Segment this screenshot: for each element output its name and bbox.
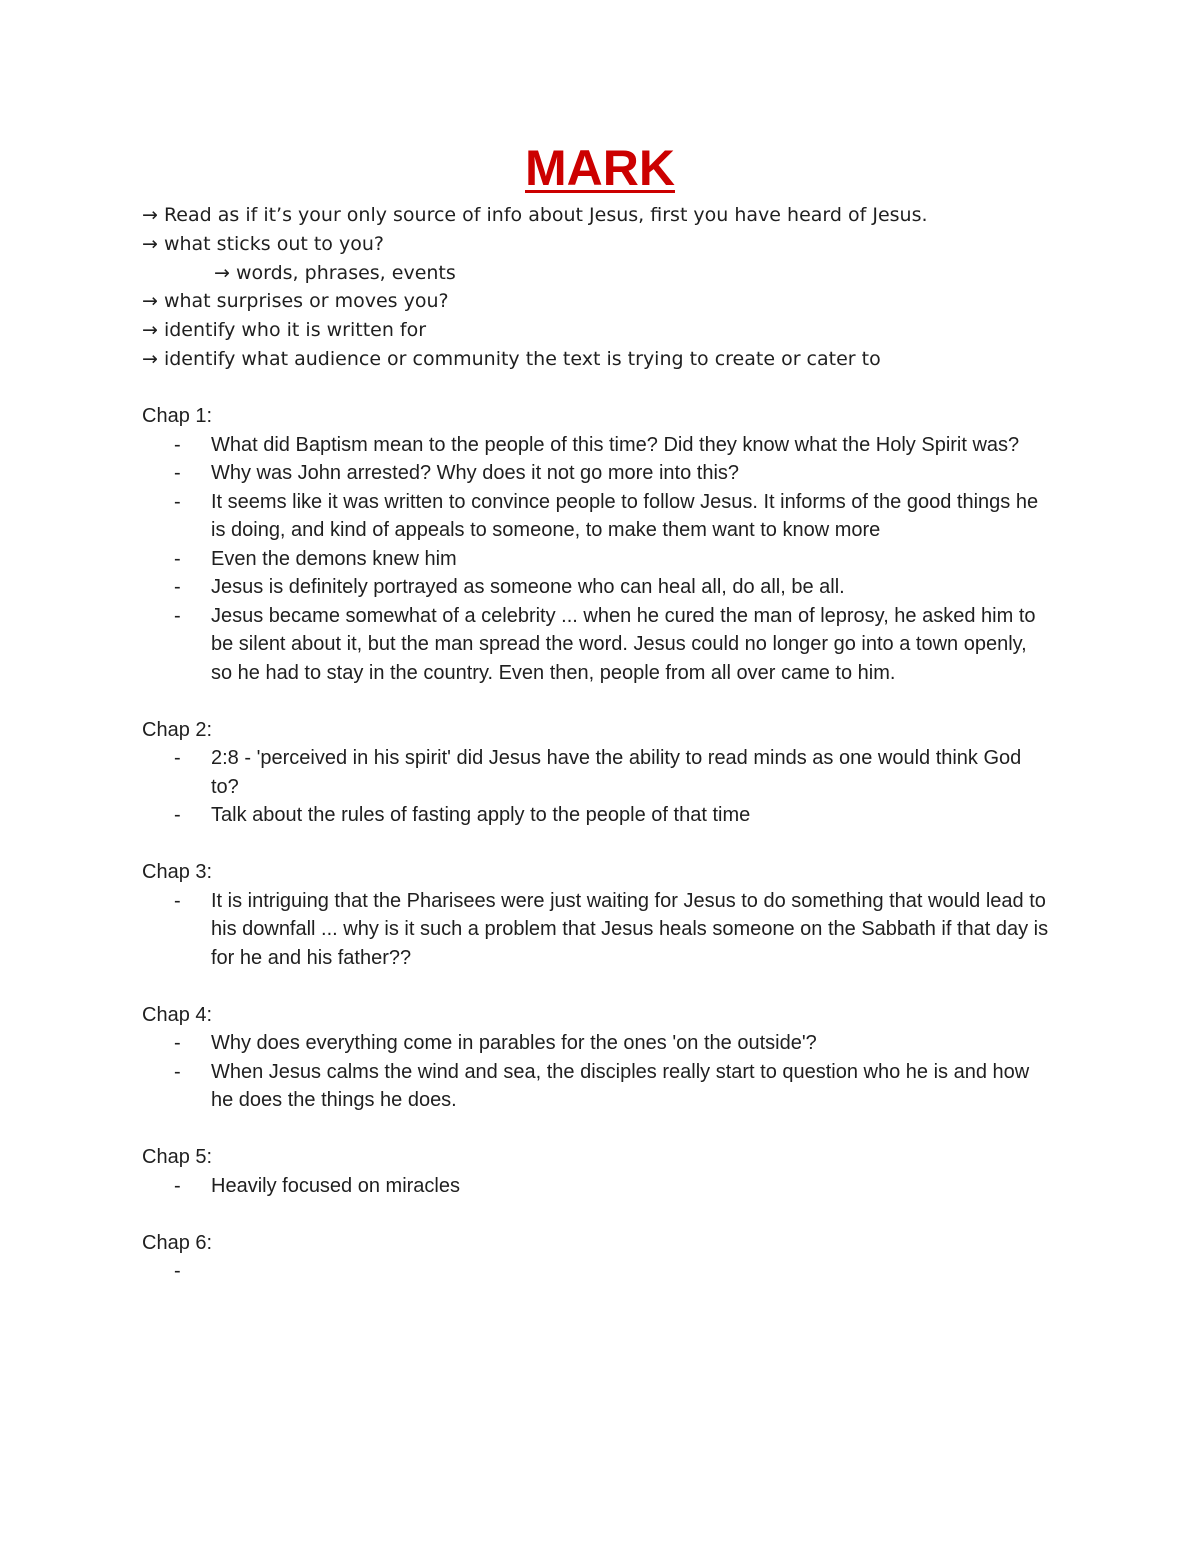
chapter-bullets bbox=[142, 1029, 1052, 1115]
note-text: Jesus is definitely portrayed as someone who can heal all, do all, be all. bbox=[211, 576, 845, 598]
document-title: MARK bbox=[525, 140, 675, 196]
note-item bbox=[142, 545, 1052, 574]
note-text: It is intriguing that the Pharisees were just waiting for Jesus to do something that would lead to his downfall ... why is it such a problem that Jesus heals someone on the Sabbath if that day is for he and his father?? bbox=[211, 889, 1049, 969]
note-item bbox=[142, 573, 1052, 602]
note-item bbox=[142, 431, 1052, 460]
bullet-marker: - bbox=[174, 462, 181, 484]
chapter-section bbox=[142, 1143, 1052, 1200]
chapter-section bbox=[142, 716, 1052, 830]
note-text: When Jesus calms the wind and sea, the disciples really start to question who he is and how he does the things he does. bbox=[211, 1060, 1030, 1111]
intro-prompt: → words, phrases, events bbox=[214, 261, 456, 284]
chapter-heading: Chap 1: bbox=[142, 405, 213, 427]
note-text: It seems like it was written to convince people to follow Jesus. It informs of the good things he is doing, and kind of appeals to someone, to make them want to know more bbox=[211, 490, 1039, 541]
note-text: Jesus became somewhat of a celebrity ... when he cured the man of leprosy, he asked him to be silent about it, but the man spread the word. Jesus could no longer go into a town openly, so he had to stay in the country. Even then, people from all over came to him. bbox=[211, 604, 1036, 684]
chapter-heading: Chap 3: bbox=[142, 861, 213, 883]
bullet-marker: - bbox=[174, 604, 181, 627]
bullet-marker: - bbox=[174, 1260, 181, 1282]
bullet-marker: - bbox=[174, 804, 181, 826]
bullet-marker: - bbox=[174, 747, 181, 769]
note-text: Why does everything come in parables for the ones 'on the outside'? bbox=[211, 1032, 817, 1054]
note-text: Talk about the rules of fasting apply to the people of that time bbox=[211, 804, 751, 826]
note-text: 2:8 - 'perceived in his spirit' did Jesus have the ability to read minds as one would think God to? bbox=[211, 747, 1022, 798]
note-text: Heavily focused on miracles bbox=[211, 1174, 460, 1197]
chapter-heading: Chap 2: bbox=[142, 718, 213, 741]
chapter-bullets bbox=[142, 887, 1052, 973]
note-text bbox=[211, 1257, 1052, 1286]
note-item bbox=[142, 1058, 1052, 1115]
note-text: Even the demons knew him bbox=[211, 547, 457, 570]
note-text: Why was John arrested? Why does it not go more into this? bbox=[211, 462, 740, 484]
chapter-heading: Chap 6: bbox=[142, 1231, 213, 1254]
chapter-notes bbox=[142, 402, 1052, 1314]
intro-prompt: → what surprises or moves you? bbox=[142, 290, 449, 313]
note-item bbox=[142, 488, 1052, 545]
intro-prompt: → identify what audience or community the text is trying to create or cater to bbox=[142, 347, 881, 370]
intro-prompts bbox=[142, 201, 1142, 374]
bullet-marker: - bbox=[174, 547, 181, 570]
note-item bbox=[142, 459, 1052, 488]
note-item bbox=[142, 1029, 1052, 1058]
note-item bbox=[142, 744, 1052, 801]
note-item bbox=[142, 887, 1052, 973]
chapter-heading: Chap 5: bbox=[142, 1146, 213, 1168]
chapter-section bbox=[142, 1229, 1052, 1286]
bullet-marker: - bbox=[174, 1174, 181, 1197]
note-item bbox=[142, 1257, 1052, 1286]
chapter-bullets bbox=[142, 1172, 1052, 1201]
intro-prompt: → identify who it is written for bbox=[142, 319, 427, 342]
note-item bbox=[142, 602, 1052, 688]
bullet-marker: - bbox=[174, 490, 181, 513]
bullet-marker: - bbox=[174, 889, 181, 912]
chapter-heading: Chap 4: bbox=[142, 1003, 213, 1026]
bullet-marker: - bbox=[174, 1060, 181, 1083]
note-text: What did Baptism mean to the people of this time? Did they know what the Holy Spirit was? bbox=[211, 433, 1020, 456]
bullet-marker: - bbox=[174, 1032, 181, 1054]
note-item bbox=[142, 801, 1052, 830]
chapter-bullets bbox=[142, 744, 1052, 830]
chapter-bullets bbox=[142, 431, 1052, 688]
bullet-marker: - bbox=[174, 433, 181, 456]
intro-prompt: → Read as if it’s your only source of info about Jesus, first you have heard of Jesus. bbox=[142, 204, 928, 226]
chapter-section bbox=[142, 1001, 1052, 1115]
note-item bbox=[142, 1172, 1052, 1201]
bullet-marker: - bbox=[174, 576, 181, 598]
chapter-bullets bbox=[142, 1257, 1052, 1286]
chapter-section bbox=[142, 858, 1052, 972]
chapter-section bbox=[142, 402, 1052, 687]
intro-prompt: → what sticks out to you? bbox=[142, 232, 384, 255]
